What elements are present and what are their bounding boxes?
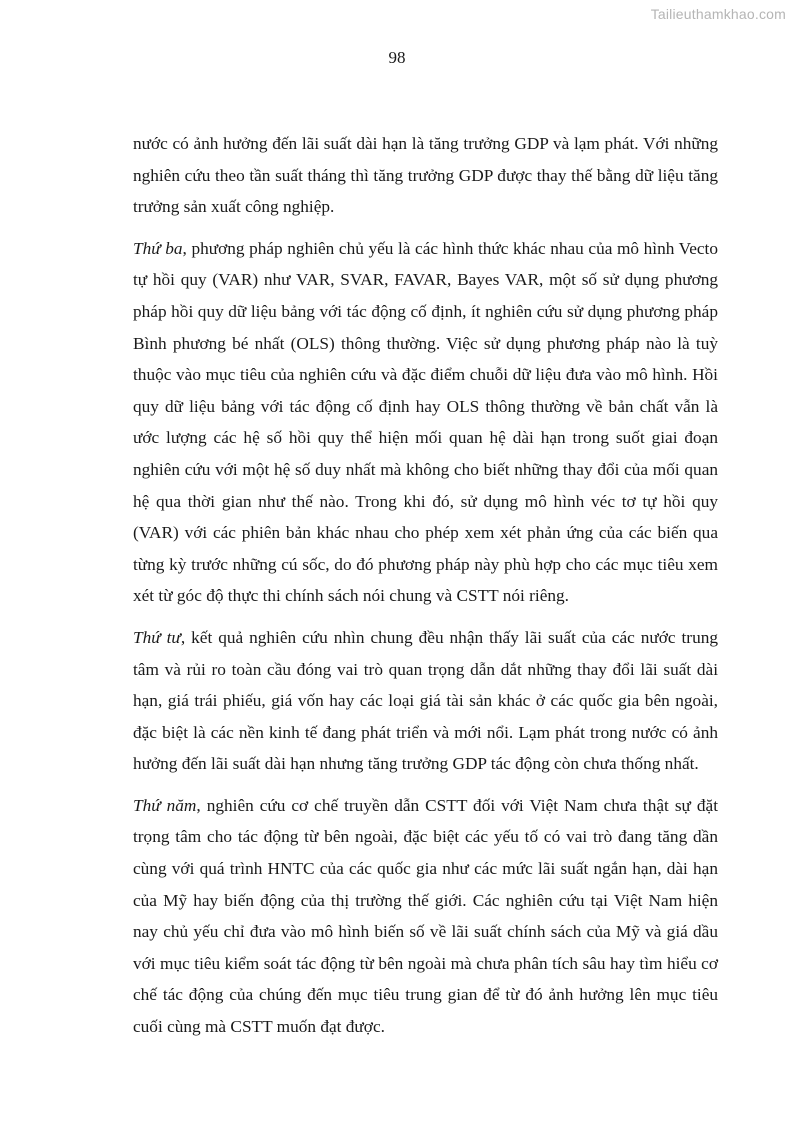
paragraph-thu-tu bbox=[133, 622, 718, 780]
paragraph-thu-ba bbox=[133, 233, 718, 612]
watermark: Tailieuthamkhao.com bbox=[650, 6, 786, 22]
paragraph-text: nước có ảnh hưởng đến lãi suất dài hạn là tăng trưởng GDP và lạm phát. Với những nghiên cứu theo tần suất tháng thì tăng trưởng GDP được thay thế bằng dữ liệu tăng trưởng sản xuất công nghiệp. bbox=[133, 134, 718, 217]
page-number: 98 bbox=[388, 48, 406, 67]
paragraph-lead: Thứ ba bbox=[133, 238, 183, 258]
document-body bbox=[133, 128, 718, 1053]
paragraph-lead: Thứ năm bbox=[133, 795, 197, 815]
paragraph-lead: Thứ tư bbox=[133, 627, 181, 647]
paragraph-text: , phương pháp nghiên chủ yếu là các hình thức khác nhau của mô hình Vecto tự hồi quy (VAR) như VAR, SVAR, FAVAR, Bayes VAR, một số sử dụng phương pháp hồi quy dữ liệu bảng với tác động cố định, ít nghiên cứu sử dụng phương pháp Bình phương bé nhất (OLS) thông thường. Việc sử dụng phương pháp nào là tuỳ thuộc vào mục tiêu của nghiên cứu và đặc điểm chuỗi dữ liệu đưa vào mô hình. Hồi quy dữ liệu bảng với tác động cố định hay OLS thông thường về bản chất vẫn là ước lượng các hệ số hồi quy thể hiện mối quan hệ dài hạn trong suốt giai đoạn nghiên cứu với một hệ số duy nhất mà không cho biết những thay đổi của mối quan hệ qua thời gian như thế nào. Trong khi đó, sử dụng mô hình véc tơ tự hồi quy (VAR) với các phiên bản khác nhau cho phép xem xét phản ứng của các biến qua từng kỳ trước những cú sốc, do đó phương pháp này phù hợp cho các mục tiêu xem xét từ góc độ thực thi chính sách nói chung và CSTT nói riêng. bbox=[133, 238, 718, 606]
paragraph-text: , kết quả nghiên cứu nhìn chung đều nhận thấy lãi suất của các nước trung tâm và rủi ro toàn cầu đóng vai trò quan trọng dẫn dắt những thay đổi lãi suất dài hạn, giá trái phiếu, giá vốn hay các loại giá tài sản khác ở các quốc gia bên ngoài, đặc biệt là các nền kinh tế đang phát triển và mới nổi. Lạm phát trong nước có ảnh hưởng đến lãi suất dài hạn nhưng tăng trưởng GDP tác động còn chưa thống nhất. bbox=[133, 627, 718, 774]
paragraph-continuation bbox=[133, 128, 718, 223]
paragraph-thu-nam bbox=[133, 790, 718, 1043]
paragraph-text: , nghiên cứu cơ chế truyền dẫn CSTT đối với Việt Nam chưa thật sự đặt trọng tâm cho tác động từ bên ngoài, đặc biệt các yếu tố có vai trò đang tăng dần cùng với quá trình HNTC của các quốc gia như các mức lãi suất ngắn hạn, dài hạn của Mỹ hay biến động của thị trường thế giới. Các nghiên cứu tại Việt Nam hiện nay chủ yếu chỉ đưa vào mô hình biến số về lãi suất chính sách của Mỹ và giá dầu với mục tiêu kiểm soát tác động từ bên ngoài mà chưa phân tích sâu hay tìm hiểu cơ chế tác động của chúng đến mục tiêu trung gian để từ đó ảnh hưởng lên mục tiêu cuối cùng mà CSTT muốn đạt được. bbox=[133, 795, 718, 1037]
